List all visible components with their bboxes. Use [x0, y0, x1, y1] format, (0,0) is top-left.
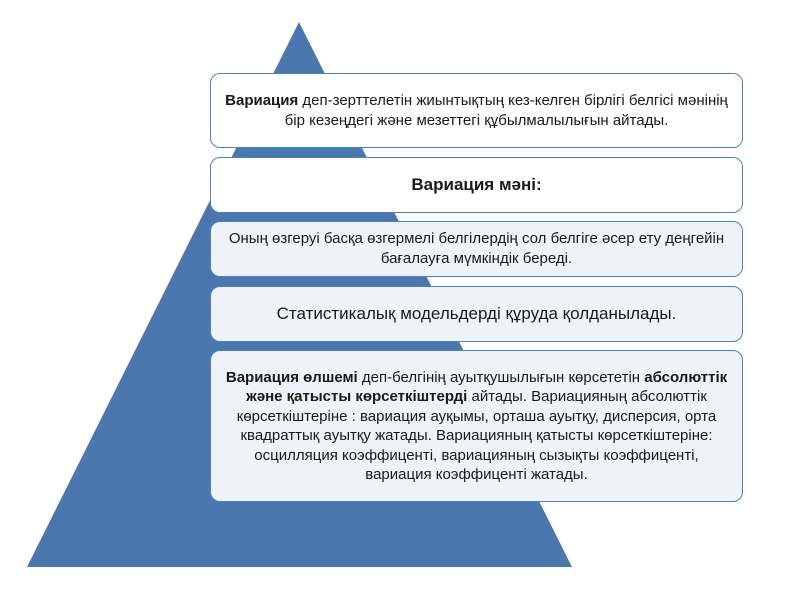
- variation-term: Вариация: [225, 91, 299, 109]
- indicators-term: абсолюттік және қатысты көрсеткіштерді: [246, 368, 728, 405]
- variation-effect-box: [210, 221, 743, 277]
- variation-definition-box: [210, 73, 743, 148]
- variation-meaning-heading: Вариация мәні:: [411, 175, 542, 194]
- indicators-description: айтады. Вариацияның абсолюттік көрсеткіштеріне : вариация ауқымы, орташа ауытқу, дисперсия, орта квадраттық ауытқу жатады. Вариацияның қатысты көрсеткіштеріне: осцилляция коэффиценті, вариацияның сызықты коэффиценті, вариация коэффиценті жатады.: [236, 388, 717, 483]
- statistical-models-text: Статистикалық модельдерді құруда қолданылады.: [276, 304, 677, 323]
- variation-measure-def: деп-белгінің ауытқушылығын көрсететін: [357, 368, 645, 386]
- variation-measure-term: Вариация өлшемі: [225, 368, 358, 386]
- variation-definition-text: [225, 91, 728, 131]
- variation-measure-text: [225, 368, 728, 485]
- variation-measure-box: [210, 350, 743, 502]
- statistical-models-box: [210, 286, 743, 342]
- variation-definition: деп-зерттелетін жиынтықтың кез-келген бірлігі белгісі мәнінің бір кезеңдегі және мезеттегі құбылмалылығын айтады.: [284, 91, 728, 129]
- variation-meaning-box: [210, 157, 743, 213]
- variation-effect-text: Оның өзгеруі басқа өзгермелі белгілердің сол белгіге әсер ету деңгейін бағалауға мүмкіндік береді.: [228, 230, 725, 267]
